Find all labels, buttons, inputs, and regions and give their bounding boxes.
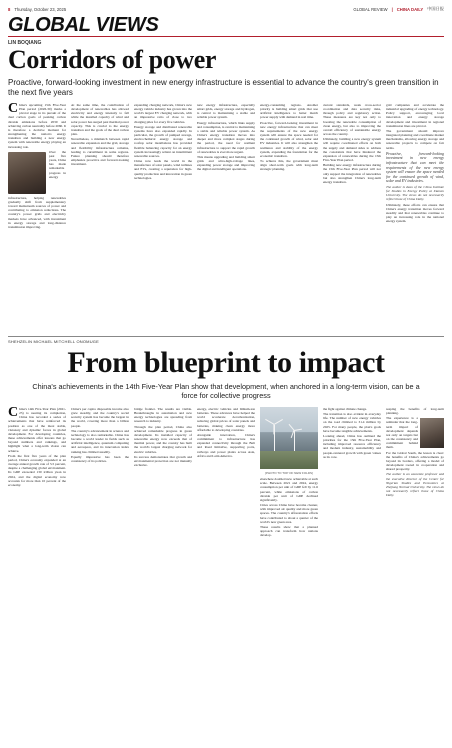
photo-caption: [PHOTO TO TOP OF NEW FOLDS] <box>265 471 313 475</box>
issue-date: Thursday, October 23, 2025 <box>14 6 67 12</box>
pull-quote: Proactive, forward-looking investment in new energy infrastructure that can meet the requirements of the new energy system will ensure the space needed for the continued growth of wind, solar and EV industries. <box>386 151 444 184</box>
article1-headline: Corridors of power <box>8 45 216 74</box>
paragraph: Cities across China have become cleaner, with improved air quality and more green spaces. The country's afforestation efforts have contributed to about a quarter of the world's new green area. <box>260 503 318 524</box>
article1-column-3 <box>134 103 192 333</box>
article2-column-4 <box>197 407 255 743</box>
author-photo <box>420 418 444 448</box>
paragraph: energy-consuming regions. Another priority is building smart grids that use artificial intelligence to better match power supply with demand in real time. <box>260 103 318 120</box>
paragraph: elsewhere doubled new achievable at such scale. Between 2021 and 2024, energy consumption per unit of GDP fell by 11.6 percent, while emissions of carbon dioxide per unit of GDP declined significantly. <box>260 477 318 502</box>
article2-column-2 <box>71 407 129 743</box>
paragraph: Proactive, forward-looking investment in new energy infrastructure that can meet the requirements of the new energy system will ensure the space needed for the continued growth of wind, solar and EV industries. It will also strengthen the resilience and stability of the energy system, expanding the foundation for the economic transition. <box>260 120 318 158</box>
section-rule <box>8 36 444 37</box>
paragraph: new energy infrastructure, especially smart grids, energy storage and hydrogen, is central to maintaining a stable and reliable power system. <box>197 103 255 120</box>
paragraph: Nevertheless, a mismatch between rapid renewable expansion and the grid, storage and flexibility infrastructure remains, leading to curtailment in some regions. Future planning should therefore emphasize proactive and forward-looking investment. <box>71 137 129 167</box>
page-header <box>8 4 444 14</box>
paragraph: hina's 14th Five-Year Plan (2021-25) is nearing its completion, China has recorded a series of achievements that have reinforced its position as one of the most stable, visionary and dynamic forces in global development. For developing countries, these achievements offer lessons that go beyond numbers and rankings, and highlight what a long-term vision can achieve. <box>8 407 66 453</box>
section-title: GLOBAL VIEWS <box>8 14 159 36</box>
paragraph: energy, electric vehicles and lithium-ion batteries. These advances have helped the world accelerate decarbonization, reducing global prices of solar panels and batteries, making clean energy more affordable to developing countries. <box>197 407 255 432</box>
author-bio: The author is an associate professor and the executive director of the Center for Nigerian Studies and Economics at Zhejiang Normal University. The views do not necessarily reflect those of China Daily. <box>386 472 444 498</box>
article1-deck: Proactive, forward-looking investment in new energy infrastructure is essential to advance the country's green transition in the next five years <box>8 78 439 97</box>
article2-column-5 <box>260 407 318 743</box>
paragraph: current standards, weak cross-sector coordination and data security risks, through policy and regulatory action. These measures are key not only to boosting the renewable consumption of clean energy, but also to improving the overall efficiency of sustainable energy across the country. <box>323 103 381 137</box>
article1-column-1 <box>8 103 66 333</box>
article2-deck: China's achievements in the 14th Five-Year Plan show that development, when anchored in a long-term vision, can be a force for collective progress <box>32 382 420 400</box>
paragraph: For the Global South, the lesson is clear: the benefits of China's achievements go beyond its borders, offering a model of development rooted in cooperation and shared prosperity. <box>386 450 444 472</box>
paragraph: The transition is also evident in everyday life. The number of new energy vehicles on the road climbed to 31.4 million by 2025. For many people, the plan's goals have become tangible achievements. <box>323 412 381 433</box>
paragraph: Ultimately, these efforts can ensure that China's energy transition moves forward steadily and that renewables continue to play an increasing role in the national energy system. <box>386 202 444 224</box>
paragraph: Equally impressive has been the consistency of its policies. <box>71 454 129 463</box>
paragraph: the fight against climate change. <box>323 407 367 411</box>
paper-name-cn: 中国日报 <box>427 6 444 11</box>
masthead: GLOBAL REVIEW | CHINA DAILY 中国日报 <box>353 6 444 12</box>
paragraph: Building new energy infrastructure during the 15th Five-Year Plan period will not only support the integration of renewables but also strengthen China's long-term energy transition. <box>323 163 381 184</box>
paragraph: This means upgrading and building smart grids and ultra-high-voltage lines, expanding power storage and improving the digital and intelligent operations. <box>197 154 255 172</box>
wind-farm-photo <box>260 407 318 469</box>
paper-name: CHINA DAILY <box>396 6 424 12</box>
article2-headline: From blueprint to impact <box>67 346 385 379</box>
paragraph: Energy storage and distributed renewable systems have also expanded rapidly. In particular, the growth of pumped storage, electrochemical energy storage and rooftop solar installations has provided flexible balancing capacity for an energy system increasingly reliant on intermittent renewable sources. <box>134 124 192 158</box>
paragraph: These results show that a planned approach can transform how nations develop. <box>260 524 318 538</box>
article1-column-5 <box>260 103 318 333</box>
article1-column-6 <box>323 103 381 333</box>
paragraph: The government should improve integrated planning and coordinate market mechanisms, allowing energy storage and renewable projects to compete on fair terms. <box>386 128 444 150</box>
author-photo <box>8 152 46 194</box>
article2-author-name: SHEHZELIN MICHAEL MITCHELL ONOMUGE <box>8 339 99 344</box>
article1-byline: LIN BOQIANG <box>8 40 42 46</box>
paragraph: grid companies and accelerate the industrial upgrading of energy technology. Policy support, encouraging local innovation and energy storage development and investment in regional transmission lines are pivotal. <box>386 103 444 128</box>
article1-column-7 <box>386 103 444 333</box>
paragraph: China's per capita disposable income also grew steadily, and the country's social security system has become the largest in the world, covering more than a billion people. <box>71 407 129 428</box>
paragraph: Its success demonstrates that growth and environmental protection are not mutually exclusive. <box>134 454 192 468</box>
article2-column-7 <box>386 407 444 743</box>
article1-body <box>8 103 444 333</box>
paragraph: At the same time, the contribution of development of renewables has allowed electricity and energy intensity to fall while the installed capacity of wind and solar power has surged past thermal power capacity. This is crucial to the energy transition and the goals of the dual carbon plan. <box>71 103 129 137</box>
paragraph: hina's upcoming 15th Five-Year Plan period (2026-30) marks a pivotal stage in its pursuit of the dual carbon goals of peaking carbon dioxide emissions before 2030 and achieving carbon neutrality before 2060. It is therefore a decisive moment for strengthening the nation's energy transition and building a new energy system with renewable energy playing an increasing role. <box>8 103 66 149</box>
article2-body <box>8 407 444 743</box>
author-bio: The author is dean of the China Institute for Studies in Energy Policy at Xiamen University. The views do not necessarily reflect those of China Daily. <box>386 184 444 202</box>
article1-column-2 <box>71 103 129 333</box>
article2-column-6 <box>323 407 381 743</box>
article2-column-1 <box>8 407 66 743</box>
dropcap: C <box>8 407 19 420</box>
paragraph: Ultimately, building a new energy system will require coordinated efforts on both the supply and demand sides to address the constraints that have hindered the expansion of renewables during the 15th Five-Year Plan period. <box>323 137 381 163</box>
paragraph: The experience is a reminder that the long-term impact of development depends not only on targets but on the consistency and commitment behind them. <box>386 416 418 450</box>
paragraph: Energy infrastructure, which links supply and consumption, is central to maintaining a stable and reliable power system. As China's energy transition moves into deeper and more complex stages during the period, the need for resilient infrastructure to support the rapid growth of renewables is ever more urgent. <box>197 120 255 154</box>
section-tag: GLOBAL REVIEW <box>353 6 388 12</box>
paragraph: bridge frontier. The results are visible. Breakthroughs in automation and new energy technologies are spreading from research to industry. <box>134 407 192 424</box>
paragraph: Over the past five years, China has made remarkable progress in energy infrastructure, helping renewables gradually shift from supplementary toward mainstream sources of power and contributing to emission reductions. The country's power grids and electricity markets have advanced, with investment in energy storage and long-distance transmission improving. <box>8 149 66 229</box>
article2-column-3 <box>134 407 192 743</box>
paragraph: From the first five years of the plan period, China's economy expanded at an average annual growth rate of 5.5 percent, despite a challenging global environment. Its GDP exceeded 130 trillion yuan in 2024, and the digital economy now accounts for more than 10 percent of the economy. <box>8 453 66 487</box>
page-number: 8 <box>8 6 11 12</box>
paragraph: expanding charging network, China's new energy vehicle industry has grown into the world's largest EV charging network, with an impressive ratio of close to two charging piles for every five vehicles. <box>134 103 192 124</box>
paragraph: China now leads the world in the manufacture of solar panels, wind turbines and EVs, creating a reputation for high-quality production and innovation in green technologies. <box>134 159 192 180</box>
paragraph: reaping the benefits of long-term planning. <box>386 407 444 416</box>
dropcap: C <box>8 103 19 116</box>
paragraph: Through the plan period, China also achieved remarkable progress in green development. Its installed capacity of renewable energy now exceeds that of thermal power, and the country has built the world's largest charging network for electric vehicles. <box>134 424 192 454</box>
paragraph: To achieve this, the government must align short-term goals with long-term strategic planning. <box>260 159 318 172</box>
article1-column-4 <box>197 103 255 333</box>
article2-byline <box>8 339 99 344</box>
article-divider <box>8 336 444 337</box>
paragraph: Alongside innovation, China's commitment to infrastructure has expanded connectivity through the Belt and Road Initiative, supporting ports, railways and power plants across Asia, Africa and Latin America. <box>197 432 255 458</box>
paragraph: The country's advancement in science and technology is also remarkable. China has become a world leader in fields such as artificial intelligence, quantum computing and aerospace, and its innovation index ranking has climbed steadily. <box>71 428 129 454</box>
paragraph: Looking ahead, China has outlined the priorities for the 15th Five-Year Plan, including improved resource efficiency and modern industry, sustainability and people-centered growth with green values as its core. <box>323 433 381 459</box>
